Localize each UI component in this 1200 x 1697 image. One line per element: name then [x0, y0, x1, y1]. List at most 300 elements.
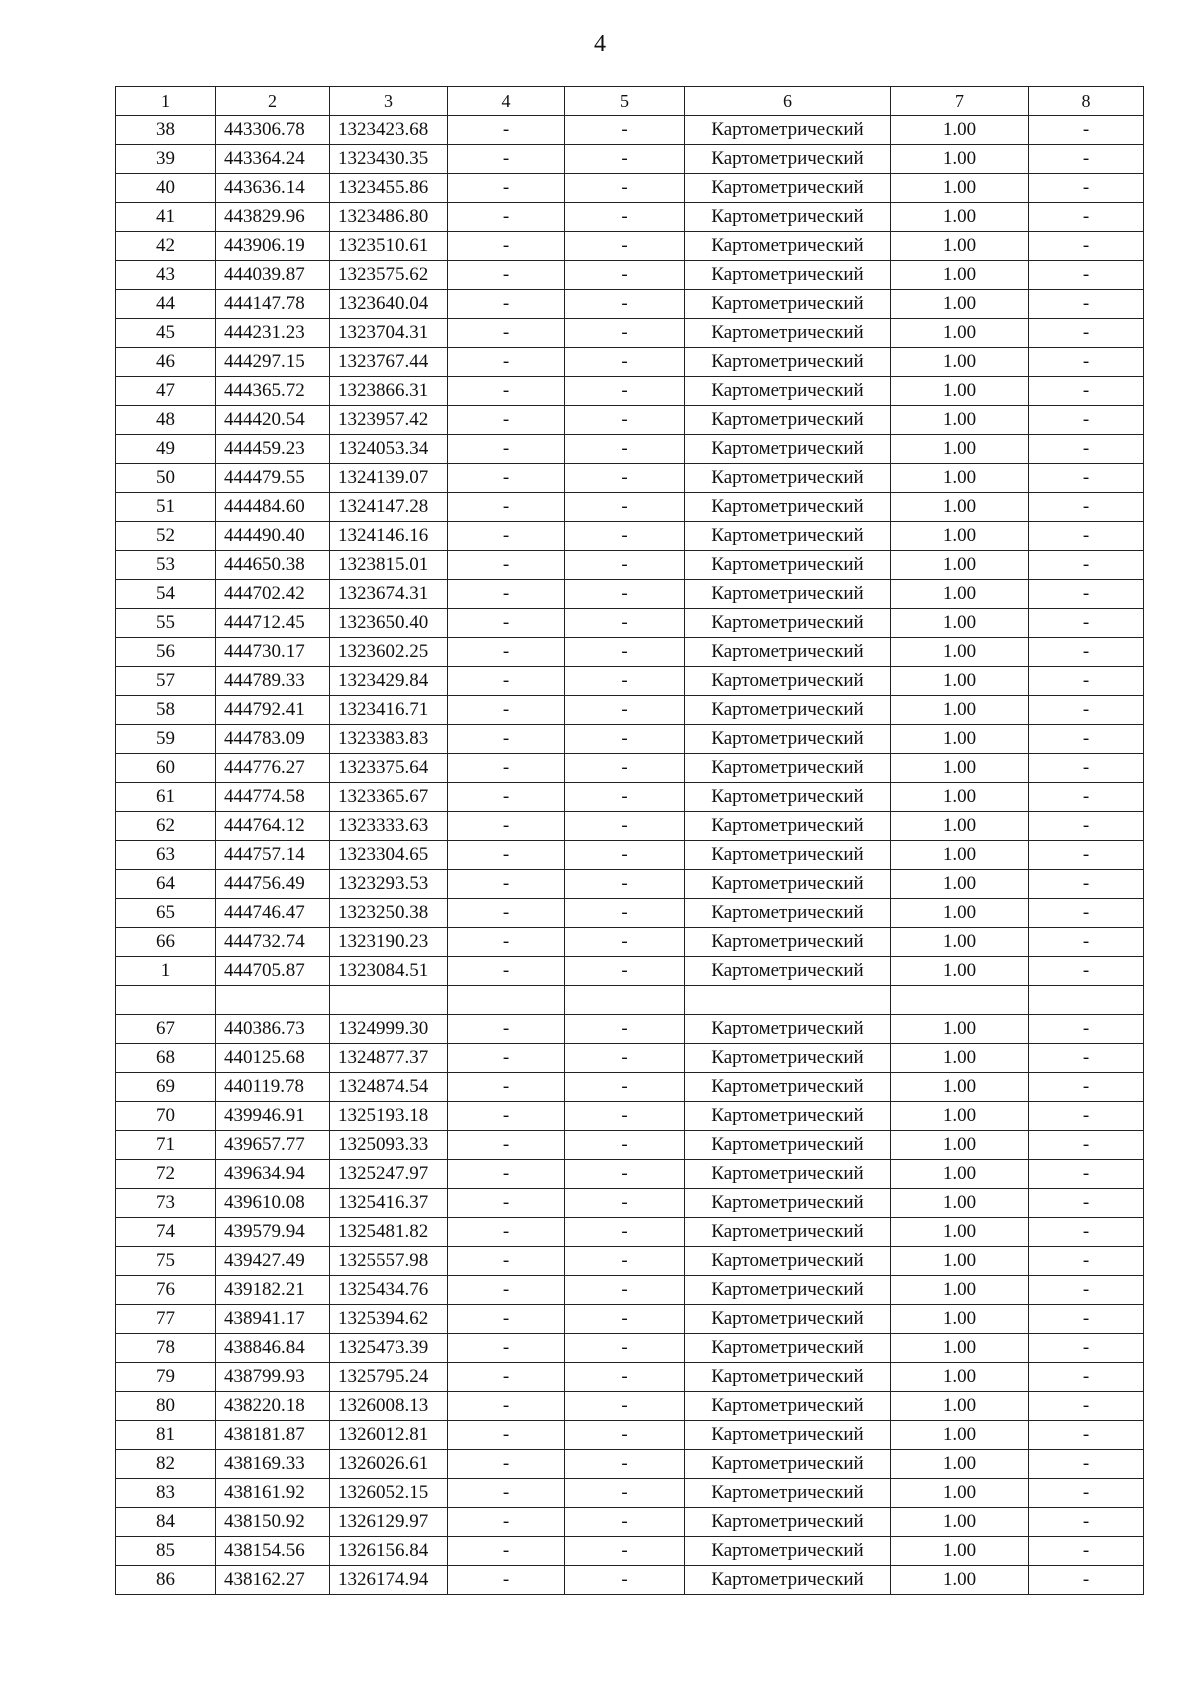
table-row [116, 870, 1144, 899]
y-coordinate-cell: 1323510.61 [330, 232, 448, 261]
y-coordinate-cell: 1323304.65 [330, 841, 448, 870]
method-cell: Картометрический [685, 1015, 891, 1044]
x-coordinate-cell: 444746.47 [216, 899, 330, 928]
y-coordinate-cell: 1325416.37 [330, 1189, 448, 1218]
x-coordinate-cell: 443829.96 [216, 203, 330, 232]
x-coordinate-cell: 439610.08 [216, 1189, 330, 1218]
method-cell: Картометрический [685, 783, 891, 812]
y-coordinate-cell: 1325394.62 [330, 1305, 448, 1334]
accuracy-cell: 1.00 [891, 812, 1029, 841]
accuracy-cell: 1.00 [891, 464, 1029, 493]
x-coordinate-cell: 444757.14 [216, 841, 330, 870]
col4-cell: - [448, 928, 565, 957]
y-coordinate-cell: 1323383.83 [330, 725, 448, 754]
y-coordinate-cell: 1325434.76 [330, 1276, 448, 1305]
x-coordinate-cell: 443906.19 [216, 232, 330, 261]
col8-cell: - [1029, 1218, 1144, 1247]
accuracy-cell: 1.00 [891, 261, 1029, 290]
col4-cell: - [448, 1305, 565, 1334]
y-coordinate-cell: 1326174.94 [330, 1566, 448, 1595]
accuracy-cell: 1.00 [891, 551, 1029, 580]
method-cell: Картометрический [685, 1537, 891, 1566]
col4-cell: - [448, 319, 565, 348]
col5-cell: - [565, 319, 685, 348]
col8-cell: - [1029, 1334, 1144, 1363]
x-coordinate-cell: 439946.91 [216, 1102, 330, 1131]
y-coordinate-cell: 1325193.18 [330, 1102, 448, 1131]
y-coordinate-cell: 1326129.97 [330, 1508, 448, 1537]
point-number-cell: 80 [116, 1392, 216, 1421]
point-number-cell: 60 [116, 754, 216, 783]
method-cell: Картометрический [685, 609, 891, 638]
col8-cell: - [1029, 696, 1144, 725]
table-row [116, 551, 1144, 580]
x-coordinate-cell: 443364.24 [216, 145, 330, 174]
col8-cell: - [1029, 783, 1144, 812]
x-coordinate-cell: 444789.33 [216, 667, 330, 696]
table-row [116, 406, 1144, 435]
accuracy-cell: 1.00 [891, 580, 1029, 609]
point-number-cell: 84 [116, 1508, 216, 1537]
point-number-cell: 81 [116, 1421, 216, 1450]
method-cell: Картометрический [685, 1073, 891, 1102]
column-header: 6 [685, 87, 891, 116]
accuracy-cell: 1.00 [891, 493, 1029, 522]
col8-cell: - [1029, 406, 1144, 435]
col8-cell: - [1029, 812, 1144, 841]
x-coordinate-cell: 444459.23 [216, 435, 330, 464]
accuracy-cell: 1.00 [891, 899, 1029, 928]
point-number-cell: 43 [116, 261, 216, 290]
col5-cell: - [565, 1392, 685, 1421]
y-coordinate-cell: 1324139.07 [330, 464, 448, 493]
col5-cell: - [565, 1131, 685, 1160]
accuracy-cell: 1.00 [891, 1131, 1029, 1160]
col5-cell: - [565, 1218, 685, 1247]
column-header: 8 [1029, 87, 1144, 116]
method-cell: Картометрический [685, 638, 891, 667]
y-coordinate-cell: 1323455.86 [330, 174, 448, 203]
y-coordinate-cell: 1325557.98 [330, 1247, 448, 1276]
table-header-row [116, 87, 1144, 116]
table-row [116, 1392, 1144, 1421]
x-coordinate-cell: 440386.73 [216, 1015, 330, 1044]
accuracy-cell: 1.00 [891, 1334, 1029, 1363]
point-number-cell: 46 [116, 348, 216, 377]
y-coordinate-cell: 1323575.62 [330, 261, 448, 290]
column-header: 3 [330, 87, 448, 116]
accuracy-cell: 1.00 [891, 609, 1029, 638]
point-number-cell: 69 [116, 1073, 216, 1102]
col5-cell: - [565, 1421, 685, 1450]
x-coordinate-cell: 443636.14 [216, 174, 330, 203]
x-coordinate-cell: 438161.92 [216, 1479, 330, 1508]
point-number-cell: 85 [116, 1537, 216, 1566]
point-number-cell: 67 [116, 1015, 216, 1044]
col4-cell: - [448, 1421, 565, 1450]
accuracy-cell: 1.00 [891, 1189, 1029, 1218]
col5-cell: - [565, 580, 685, 609]
col5-cell: - [565, 1450, 685, 1479]
method-cell: Картометрический [685, 580, 891, 609]
col8-cell: - [1029, 957, 1144, 986]
point-number-cell: 65 [116, 899, 216, 928]
table-row [116, 1479, 1144, 1508]
point-number-cell: 64 [116, 870, 216, 899]
method-cell: Картометрический [685, 493, 891, 522]
x-coordinate-cell: 444756.49 [216, 870, 330, 899]
col4-cell: - [448, 870, 565, 899]
accuracy-cell: 1.00 [891, 1566, 1029, 1595]
table-row [116, 1073, 1144, 1102]
x-coordinate-cell: 439634.94 [216, 1160, 330, 1189]
col5-cell [565, 986, 685, 1015]
col4-cell: - [448, 1363, 565, 1392]
col5-cell: - [565, 1305, 685, 1334]
accuracy-cell: 1.00 [891, 754, 1029, 783]
method-cell: Картометрический [685, 174, 891, 203]
method-cell: Картометрический [685, 1276, 891, 1305]
x-coordinate-cell: 444484.60 [216, 493, 330, 522]
accuracy-cell: 1.00 [891, 696, 1029, 725]
col8-cell: - [1029, 609, 1144, 638]
accuracy-cell: 1.00 [891, 319, 1029, 348]
col4-cell: - [448, 957, 565, 986]
point-number-cell: 62 [116, 812, 216, 841]
method-cell: Картометрический [685, 1247, 891, 1276]
col5-cell: - [565, 754, 685, 783]
y-coordinate-cell: 1324147.28 [330, 493, 448, 522]
col8-cell: - [1029, 348, 1144, 377]
table-row [116, 754, 1144, 783]
col5-cell: - [565, 377, 685, 406]
table-row [116, 1160, 1144, 1189]
x-coordinate-cell: 444730.17 [216, 638, 330, 667]
point-number-cell: 48 [116, 406, 216, 435]
point-number-cell: 79 [116, 1363, 216, 1392]
y-coordinate-cell: 1323957.42 [330, 406, 448, 435]
y-coordinate-cell: 1323704.31 [330, 319, 448, 348]
x-coordinate-cell: 444783.09 [216, 725, 330, 754]
col5-cell: - [565, 1044, 685, 1073]
point-number-cell: 51 [116, 493, 216, 522]
accuracy-cell: 1.00 [891, 406, 1029, 435]
x-coordinate-cell: 444650.38 [216, 551, 330, 580]
method-cell: Картометрический [685, 696, 891, 725]
table-row [116, 1334, 1144, 1363]
method-cell: Картометрический [685, 1334, 891, 1363]
col8-cell: - [1029, 1566, 1144, 1595]
col8-cell: - [1029, 464, 1144, 493]
method-cell: Картометрический [685, 1508, 891, 1537]
accuracy-cell: 1.00 [891, 232, 1029, 261]
col5-cell: - [565, 1566, 685, 1595]
column-header: 1 [116, 87, 216, 116]
col8-cell: - [1029, 1015, 1144, 1044]
col8-cell: - [1029, 754, 1144, 783]
y-coordinate-cell: 1323416.71 [330, 696, 448, 725]
y-coordinate-cell: 1326012.81 [330, 1421, 448, 1450]
col5-cell: - [565, 522, 685, 551]
x-coordinate-cell: 444712.45 [216, 609, 330, 638]
point-number-cell: 50 [116, 464, 216, 493]
point-number-cell: 52 [116, 522, 216, 551]
table-row [116, 1421, 1144, 1450]
x-coordinate-cell: 444039.87 [216, 261, 330, 290]
method-cell: Картометрический [685, 870, 891, 899]
x-coordinate-cell: 444702.42 [216, 580, 330, 609]
accuracy-cell: 1.00 [891, 841, 1029, 870]
col4-cell: - [448, 232, 565, 261]
col4-cell: - [448, 1537, 565, 1566]
col8-cell: - [1029, 493, 1144, 522]
y-coordinate-cell: 1325473.39 [330, 1334, 448, 1363]
table-row [116, 1015, 1144, 1044]
point-number-cell: 71 [116, 1131, 216, 1160]
y-coordinate-cell: 1323602.25 [330, 638, 448, 667]
table-body [116, 87, 1144, 1595]
y-coordinate-cell: 1326008.13 [330, 1392, 448, 1421]
col5-cell: - [565, 435, 685, 464]
x-coordinate-cell: 443306.78 [216, 116, 330, 145]
x-coordinate-cell: 444420.54 [216, 406, 330, 435]
point-number-cell: 57 [116, 667, 216, 696]
col5-cell: - [565, 1189, 685, 1218]
col4-cell: - [448, 1189, 565, 1218]
x-coordinate-cell: 438150.92 [216, 1508, 330, 1537]
point-number-cell: 86 [116, 1566, 216, 1595]
method-cell: Картометрический [685, 957, 891, 986]
x-coordinate-cell: 438169.33 [216, 1450, 330, 1479]
col8-cell: - [1029, 1160, 1144, 1189]
col4-cell: - [448, 522, 565, 551]
col8-cell: - [1029, 1189, 1144, 1218]
x-coordinate-cell: 444297.15 [216, 348, 330, 377]
method-cell: Картометрический [685, 928, 891, 957]
x-coordinate-cell: 444479.55 [216, 464, 330, 493]
col4-cell: - [448, 116, 565, 145]
method-cell: Картометрический [685, 1160, 891, 1189]
table-row [116, 1276, 1144, 1305]
col5-cell: - [565, 667, 685, 696]
x-coordinate-cell: 444365.72 [216, 377, 330, 406]
col4-cell: - [448, 406, 565, 435]
x-coordinate-cell: 438941.17 [216, 1305, 330, 1334]
y-coordinate-cell: 1325481.82 [330, 1218, 448, 1247]
table-row [116, 116, 1144, 145]
y-coordinate-cell: 1324053.34 [330, 435, 448, 464]
column-header: 7 [891, 87, 1029, 116]
method-cell: Картометрический [685, 841, 891, 870]
point-number-cell: 41 [116, 203, 216, 232]
table-row [116, 261, 1144, 290]
accuracy-cell: 1.00 [891, 348, 1029, 377]
table-row [116, 783, 1144, 812]
col4-cell: - [448, 261, 565, 290]
col4-cell: - [448, 609, 565, 638]
accuracy-cell: 1.00 [891, 1247, 1029, 1276]
point-number-cell: 1 [116, 957, 216, 986]
accuracy-cell: 1.00 [891, 290, 1029, 319]
point-number-cell: 47 [116, 377, 216, 406]
col5-cell: - [565, 725, 685, 754]
col4-cell: - [448, 783, 565, 812]
col5-cell: - [565, 145, 685, 174]
point-number-cell: 54 [116, 580, 216, 609]
point-number-cell: 39 [116, 145, 216, 174]
accuracy-cell: 1.00 [891, 1508, 1029, 1537]
point-number-cell: 78 [116, 1334, 216, 1363]
col4-cell: - [448, 1102, 565, 1131]
col5-cell: - [565, 261, 685, 290]
y-coordinate-cell: 1324146.16 [330, 522, 448, 551]
col8-cell: - [1029, 377, 1144, 406]
point-number-cell: 44 [116, 290, 216, 319]
col8-cell: - [1029, 174, 1144, 203]
accuracy-cell: 1.00 [891, 174, 1029, 203]
col5-cell: - [565, 1334, 685, 1363]
table-row [116, 841, 1144, 870]
point-number-cell: 83 [116, 1479, 216, 1508]
col8-cell: - [1029, 667, 1144, 696]
accuracy-cell: 1.00 [891, 203, 1029, 232]
table-row [116, 1218, 1144, 1247]
col5-cell: - [565, 174, 685, 203]
table-row [116, 464, 1144, 493]
col4-cell: - [448, 899, 565, 928]
y-coordinate-cell: 1323084.51 [330, 957, 448, 986]
x-coordinate-cell: 444147.78 [216, 290, 330, 319]
col4-cell: - [448, 174, 565, 203]
col8-cell: - [1029, 1102, 1144, 1131]
table-row [116, 638, 1144, 667]
table-row [116, 899, 1144, 928]
col8-cell: - [1029, 1131, 1144, 1160]
col4-cell: - [448, 551, 565, 580]
col5-cell: - [565, 1247, 685, 1276]
col5-cell: - [565, 870, 685, 899]
table-row [116, 667, 1144, 696]
col8-cell: - [1029, 1537, 1144, 1566]
table-row [116, 696, 1144, 725]
method-cell: Картометрический [685, 348, 891, 377]
col5-cell: - [565, 783, 685, 812]
y-coordinate-cell: 1323365.67 [330, 783, 448, 812]
col8-cell: - [1029, 1305, 1144, 1334]
accuracy-cell: 1.00 [891, 377, 1029, 406]
x-coordinate-cell: 444774.58 [216, 783, 330, 812]
col4-cell: - [448, 203, 565, 232]
method-cell: Картометрический [685, 551, 891, 580]
x-coordinate-cell: 444792.41 [216, 696, 330, 725]
y-coordinate-cell: 1323375.64 [330, 754, 448, 783]
col8-cell: - [1029, 1508, 1144, 1537]
x-coordinate-cell: 444732.74 [216, 928, 330, 957]
accuracy-cell: 1.00 [891, 1537, 1029, 1566]
col5-cell: - [565, 464, 685, 493]
accuracy-cell: 1.00 [891, 1073, 1029, 1102]
col8-cell: - [1029, 261, 1144, 290]
col5-cell: - [565, 696, 685, 725]
accuracy-cell: 1.00 [891, 667, 1029, 696]
col5-cell: - [565, 1537, 685, 1566]
table-row [116, 1131, 1144, 1160]
col8-cell: - [1029, 145, 1144, 174]
y-coordinate-cell: 1323250.38 [330, 899, 448, 928]
x-coordinate-cell: 444490.40 [216, 522, 330, 551]
table-row [116, 522, 1144, 551]
col8-cell: - [1029, 116, 1144, 145]
accuracy-cell: 1.00 [891, 1450, 1029, 1479]
col5-cell: - [565, 1479, 685, 1508]
accuracy-cell [891, 986, 1029, 1015]
col4-cell: - [448, 348, 565, 377]
point-number-cell: 40 [116, 174, 216, 203]
col5-cell: - [565, 1508, 685, 1537]
table-row [116, 1044, 1144, 1073]
accuracy-cell: 1.00 [891, 145, 1029, 174]
col8-cell: - [1029, 435, 1144, 464]
accuracy-cell: 1.00 [891, 1363, 1029, 1392]
table-row [116, 493, 1144, 522]
col4-cell: - [448, 1276, 565, 1305]
x-coordinate-cell: 439427.49 [216, 1247, 330, 1276]
x-coordinate-cell: 438220.18 [216, 1392, 330, 1421]
accuracy-cell: 1.00 [891, 522, 1029, 551]
point-number-cell: 61 [116, 783, 216, 812]
col4-cell: - [448, 1218, 565, 1247]
x-coordinate-cell: 438181.87 [216, 1421, 330, 1450]
x-coordinate-cell: 444231.23 [216, 319, 330, 348]
col4-cell: - [448, 1508, 565, 1537]
method-cell: Картометрический [685, 1218, 891, 1247]
col8-cell: - [1029, 1450, 1144, 1479]
col8-cell: - [1029, 1044, 1144, 1073]
y-coordinate-cell: 1323423.68 [330, 116, 448, 145]
col8-cell: - [1029, 899, 1144, 928]
x-coordinate-cell: 439657.77 [216, 1131, 330, 1160]
col5-cell: - [565, 406, 685, 435]
col8-cell: - [1029, 928, 1144, 957]
accuracy-cell: 1.00 [891, 1392, 1029, 1421]
column-header: 2 [216, 87, 330, 116]
point-number-cell: 66 [116, 928, 216, 957]
table-row [116, 203, 1144, 232]
point-number-cell: 55 [116, 609, 216, 638]
method-cell: Картометрический [685, 1189, 891, 1218]
method-cell: Картометрический [685, 899, 891, 928]
table-row [116, 1189, 1144, 1218]
accuracy-cell: 1.00 [891, 1421, 1029, 1450]
col5-cell: - [565, 928, 685, 957]
y-coordinate-cell: 1323429.84 [330, 667, 448, 696]
table-row [116, 1363, 1144, 1392]
col4-cell: - [448, 754, 565, 783]
method-cell: Картометрический [685, 435, 891, 464]
x-coordinate-cell: 438162.27 [216, 1566, 330, 1595]
table-row [116, 232, 1144, 261]
accuracy-cell: 1.00 [891, 1305, 1029, 1334]
y-coordinate-cell: 1323293.53 [330, 870, 448, 899]
y-coordinate-cell: 1323640.04 [330, 290, 448, 319]
col4-cell: - [448, 290, 565, 319]
col5-cell: - [565, 1073, 685, 1102]
col5-cell: - [565, 1276, 685, 1305]
accuracy-cell: 1.00 [891, 783, 1029, 812]
col4-cell [448, 986, 565, 1015]
col5-cell: - [565, 609, 685, 638]
point-number-cell [116, 986, 216, 1015]
